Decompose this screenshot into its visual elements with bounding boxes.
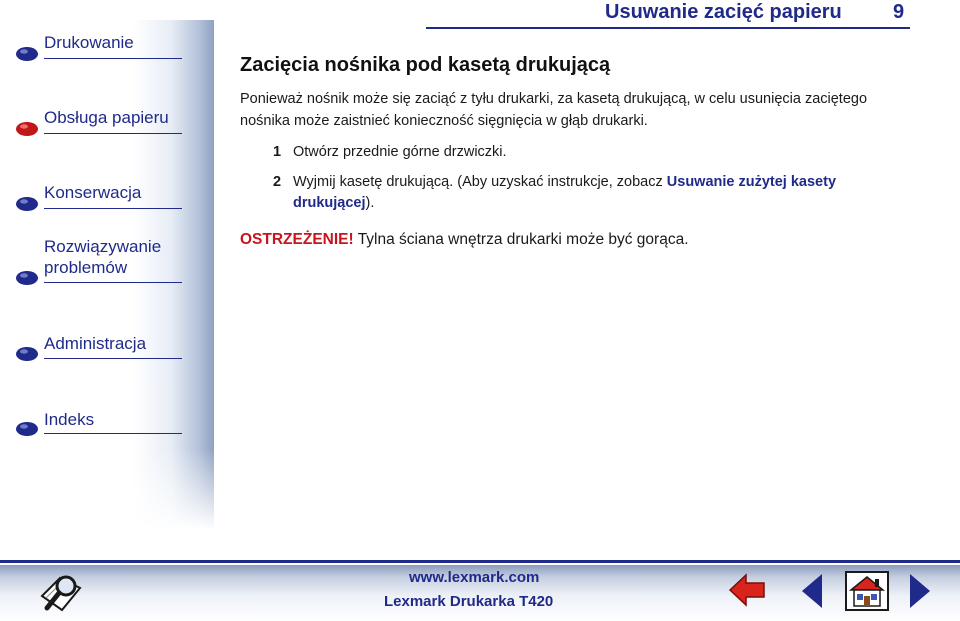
sidebar-item-label: Obsługa papieru [44, 108, 169, 127]
section-title: Zacięcia nośnika pod kasetą drukującą [240, 54, 611, 76]
product-name: Lexmark Drukarka T420 [384, 593, 554, 610]
sidebar-item-label: Konserwacja [44, 183, 142, 202]
previous-page-icon[interactable] [800, 572, 824, 610]
step-text-before: Wyjmij kasetę drukującą. (Aby uzyskać instrukcje, zobacz [293, 174, 667, 190]
page-number: 9 [893, 1, 905, 23]
warning-label: OSTRZEŻENIE! [240, 231, 354, 248]
chapter-title: Usuwanie zacięć papieru [605, 1, 842, 23]
step-number: 2 [273, 174, 282, 190]
sidebar-item-underline [44, 133, 182, 134]
link-usuwanie-zuzytej-kasety[interactable]: Usuwanie zużytej kasety drukującej [293, 174, 837, 211]
footer-rule [0, 560, 960, 563]
footer-bar [0, 560, 960, 621]
next-page-icon[interactable] [908, 572, 932, 610]
sidebar-bullet-icon [14, 420, 40, 438]
warning-text: Tylna ściana wnętrza drukarki może być gorąca. [353, 231, 689, 248]
step-item [273, 172, 913, 214]
sidebar-bullet-icon [14, 345, 40, 363]
sidebar-item-label-line1: Rozwiązywanie [44, 237, 162, 256]
sidebar-bullet-icon [14, 45, 40, 63]
step-item [273, 142, 913, 163]
header-rule [426, 27, 910, 29]
sidebar-item-konserwacja[interactable] [14, 182, 182, 216]
sidebar-item-underline [44, 282, 182, 283]
sidebar-bullet-icon [14, 195, 40, 213]
sidebar-item-administracja[interactable] [14, 333, 182, 367]
sidebar-item-drukowanie[interactable] [14, 32, 182, 66]
warning-note [240, 231, 689, 249]
sidebar-item-underline [44, 208, 182, 209]
step-text: Otwórz przednie górne drzwiczki. [293, 144, 507, 160]
home-icon[interactable] [842, 568, 892, 614]
sidebar-item-label: Drukowanie [44, 33, 134, 52]
sidebar-item-underline [44, 58, 182, 59]
intro-paragraph: Ponieważ nośnik może się zaciąć z tyłu drukarki, za kasetą drukującą, w celu usunięcia zaciętego nośnika może zaistnieć konieczność sięgnięcia w głąb drukarki. [240, 91, 868, 129]
sidebar-item-underline [44, 358, 182, 359]
sidebar-bullet-active-icon [14, 120, 40, 138]
sidebar-nav [0, 0, 230, 560]
sidebar-item-label: Indeks [44, 410, 95, 429]
sidebar-item-label-line2: problemów [44, 258, 128, 277]
website-link[interactable]: www.lexmark.com [409, 569, 540, 586]
sidebar-bullet-icon [14, 269, 40, 287]
back-arrow-icon[interactable] [728, 573, 766, 607]
sidebar-item-indeks[interactable] [14, 409, 182, 443]
sidebar-item-underline [44, 433, 182, 434]
search-icon[interactable] [38, 568, 86, 616]
step-text [293, 172, 913, 214]
step-text-after: ). [365, 195, 375, 211]
sidebar-item-obsluga-papieru[interactable] [14, 107, 182, 141]
sidebar-item-rozwiazywanie-problemow[interactable] [14, 236, 182, 284]
step-number: 1 [273, 144, 282, 160]
sidebar-item-label: Administracja [44, 334, 147, 353]
